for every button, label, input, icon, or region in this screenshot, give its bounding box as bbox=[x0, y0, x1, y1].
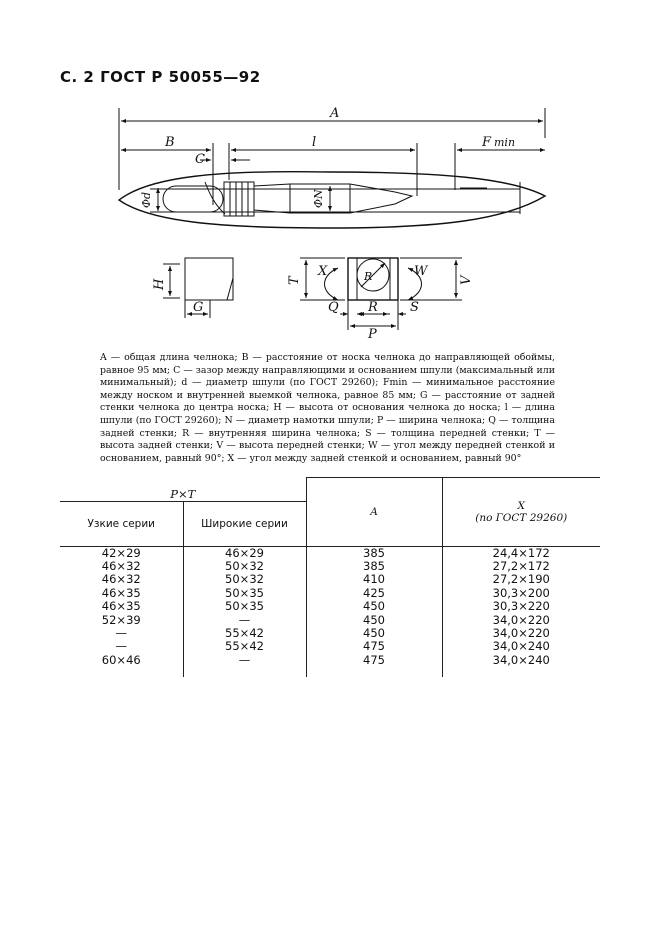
table-cell: 50×35 bbox=[225, 599, 264, 614]
header-x-sub: (по ГОСТ 29260) bbox=[475, 511, 568, 524]
label-c: C bbox=[195, 152, 205, 167]
label-w: W bbox=[414, 264, 428, 279]
header-x-title: X bbox=[517, 499, 525, 512]
column-narrow bbox=[60, 546, 183, 677]
label-s: S bbox=[410, 300, 419, 315]
table-cell: 24,4×172 bbox=[492, 545, 550, 560]
table-cell: 27,2×172 bbox=[492, 558, 550, 573]
label-p: P bbox=[368, 327, 377, 342]
label-g: G bbox=[193, 300, 204, 315]
label-h: H bbox=[152, 278, 167, 290]
shuttle-drawing bbox=[0, 0, 661, 350]
table-cell: 410 bbox=[363, 572, 385, 587]
table-cell: 55×42 bbox=[225, 639, 264, 654]
table-cell: 30,3×220 bbox=[492, 599, 550, 614]
table-cell: 42×29 bbox=[101, 545, 141, 560]
label-r-inner: R bbox=[364, 270, 373, 283]
label-x: X bbox=[318, 264, 328, 279]
table-cell: — bbox=[238, 612, 251, 627]
column-x bbox=[442, 546, 600, 677]
label-v: V bbox=[459, 275, 474, 285]
table-cell: 55×42 bbox=[225, 625, 264, 640]
table-cell: 27,2×190 bbox=[492, 572, 550, 587]
page-header: С. 2 ГОСТ Р 50055—92 bbox=[60, 68, 261, 86]
dimensions-table bbox=[60, 477, 600, 677]
table-cell: 425 bbox=[363, 585, 385, 600]
label-a: A bbox=[330, 106, 340, 121]
label-d: Φd bbox=[140, 191, 153, 208]
table-cell: 450 bbox=[363, 625, 385, 640]
table-cell: 385 bbox=[363, 558, 385, 573]
label-f-sub: min bbox=[494, 136, 516, 149]
table-cell: 30,3×200 bbox=[492, 585, 550, 600]
table-cell: 34,0×220 bbox=[492, 612, 550, 627]
table-cell: — bbox=[115, 625, 127, 640]
label-n: ΦN bbox=[312, 189, 325, 208]
header-x bbox=[442, 478, 600, 547]
column-a bbox=[306, 546, 442, 677]
table-cell: 385 bbox=[363, 545, 385, 560]
table-cell: 50×32 bbox=[225, 572, 264, 587]
table-cell: 46×32 bbox=[101, 558, 141, 573]
header-narrow: Узкие серии bbox=[60, 501, 183, 546]
table-cell: 50×32 bbox=[225, 558, 264, 573]
table-cell: 46×35 bbox=[101, 599, 141, 614]
header-pxt: P×T bbox=[60, 478, 306, 502]
table-cell: 50×35 bbox=[225, 585, 264, 600]
table-cell: 46×32 bbox=[101, 572, 141, 587]
table-cell: — bbox=[115, 639, 127, 654]
column-wide bbox=[183, 546, 306, 677]
table-cell: 475 bbox=[363, 652, 385, 667]
table-cell: — bbox=[238, 652, 251, 667]
label-l: l bbox=[312, 135, 317, 150]
table-cell: 52×39 bbox=[101, 612, 141, 627]
label-r: R bbox=[368, 300, 378, 315]
table-cell: 46×29 bbox=[225, 545, 264, 560]
table-cell: 46×35 bbox=[101, 585, 141, 600]
table-cell: 60×46 bbox=[101, 652, 141, 667]
table-cell: 34,0×240 bbox=[492, 652, 550, 667]
header-wide: Широкие серии bbox=[183, 501, 306, 546]
label-b: B bbox=[165, 135, 175, 150]
table-cell: 475 bbox=[363, 639, 385, 654]
label-q: Q bbox=[328, 300, 339, 315]
table-cell: 450 bbox=[363, 599, 385, 614]
label-t: T bbox=[287, 276, 302, 285]
figure-legend: A — общая длина челнока; B — расстояние от носка челнока до направляющей обоймы, равное 95 мм; C — зазор между направляющими и основанием шпули (максимальный или минимальный); d — диаметр шпули (по ГОСТ 29260); Fmin — минимальное расстояние между носком и внутренней выемкой челнока, равное 85 мм; G — расстояние от задней стенки челнока до центра носка; H — высота от основания челнока до носка; l — длина шпули (по ГОСТ 29260); N — диаметр намотки шпули; P — ширина челнока; Q — толщина задней стенки; R — внутренняя ширина челнока; S — толщина передней стенки; T — высота задней стенки; V — высота передней стенки; W — угол между передней стенкой и основанием, равный 90°; X — угол между задней стенкой и основанием, равный 90° bbox=[100, 352, 555, 464]
label-f: F bbox=[482, 135, 492, 150]
header-a: A bbox=[306, 478, 442, 547]
table-cell: 450 bbox=[363, 612, 385, 627]
table-cell: 34,0×220 bbox=[492, 625, 550, 640]
table-cell: 34,0×240 bbox=[492, 639, 550, 654]
